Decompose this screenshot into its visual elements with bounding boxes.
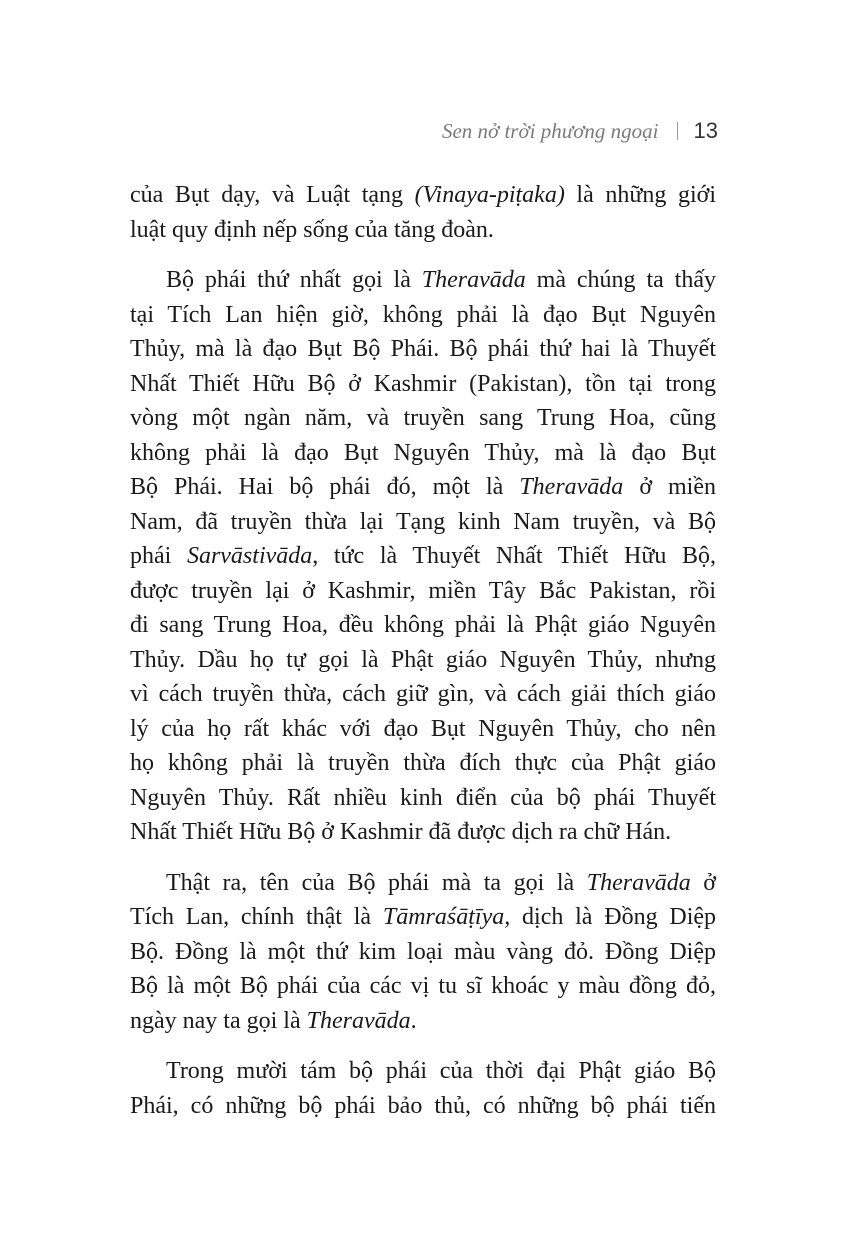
text-line (130, 178, 716, 213)
italic-term: Theravāda (306, 1007, 411, 1034)
text-run: Bộ. Đồng là một thứ kim loại màu vàng đỏ. Đồng Diệp (130, 938, 716, 965)
text-run: phái (130, 543, 187, 569)
text-run: Thủy, mà là đạo Bụt Bộ Phái. Bộ phái thứ hai là Thuyết (130, 336, 716, 362)
text-run: Bộ Phái. Hai bộ phái đó, một là (130, 474, 520, 500)
paragraph-gap (130, 247, 716, 263)
text-line (130, 1054, 716, 1089)
italic-term: (Vinaya-piṭaka) (414, 182, 565, 208)
text-run: ở (690, 869, 716, 896)
text-line (130, 677, 716, 712)
paragraph (130, 1054, 716, 1123)
text-line (130, 815, 716, 850)
text-line (130, 712, 716, 747)
text-line (130, 900, 716, 935)
page-number: 13 (693, 118, 718, 143)
text-run: , tức là Thuyết Nhất Thiết Hữu Bộ, (312, 543, 716, 569)
text-run: vì cách truyền thừa, cách giữ gìn, và cách giải thích giáo (130, 681, 716, 707)
text-run: Trong mười tám bộ phái của thời đại Phật giáo Bộ (166, 1058, 716, 1084)
text-run: Bộ phái thứ nhất gọi là (166, 267, 422, 293)
text-line (130, 866, 716, 901)
text-line (130, 574, 716, 609)
text-run: được truyền lại ở Kashmir, miền Tây Bắc Pakistan, rồi (130, 577, 716, 604)
running-title: Sen nở trời phương ngoại (441, 118, 659, 143)
text-run: dịch là Đồng Diệp (510, 904, 717, 930)
paragraph (130, 178, 716, 247)
running-header (442, 118, 718, 144)
text-run: tại Tích Lan hiện giờ, không phải là đạo Bụt Nguyên (130, 301, 716, 328)
text-line (130, 367, 716, 402)
text-run: Nam, đã truyền thừa lại Tạng kinh Nam truyền, và Bộ (130, 508, 716, 535)
text-run: Tích Lan, chính thật là (130, 904, 383, 930)
italic-term: Sarvāstivāda (186, 543, 313, 569)
text-run: lý của họ rất khác với đạo Bụt Nguyên Thủy, cho nên (130, 715, 716, 742)
text-line (130, 470, 716, 505)
text-run: họ không phải là truyền thừa đích thực của Phật giáo (130, 750, 716, 776)
text-run: Thật ra, tên của Bộ phái mà ta gọi là (166, 869, 587, 896)
text-line (130, 608, 716, 643)
text-run: Phái, có những bộ phái bảo thủ, có những bộ phái tiến (130, 1092, 716, 1119)
text-run: ở miền (623, 474, 716, 500)
text-run: Nhất Thiết Hữu Bộ ở Kashmir (Pakistan), tồn tại trong (130, 370, 716, 397)
italic-term: Theravāda (421, 267, 526, 293)
text-run: không phải là đạo Bụt Nguyên Thủy, mà là đạo Bụt (130, 439, 716, 466)
text-line (130, 263, 716, 298)
text-run: đi sang Trung Hoa, đều không phải là Phật giáo Nguyên (130, 612, 716, 638)
text-run: Nhất Thiết Hữu Bộ ở Kashmir đã được dịch ra chữ Hán. (130, 819, 672, 845)
text-line (130, 1004, 716, 1039)
italic-term: Theravāda (519, 474, 624, 500)
text-line (130, 436, 716, 471)
text-run: vòng một ngàn năm, và truyền sang Trung Hoa, cũng (130, 405, 716, 431)
paragraph-gap (130, 850, 716, 866)
paragraph (130, 866, 716, 1039)
text-run: của Bụt dạy, và Luật tạng (130, 182, 415, 208)
text-run: mà chúng ta thấy (525, 267, 716, 293)
text-run: là những giới (564, 182, 716, 208)
text-run: . (410, 1007, 417, 1034)
header-divider (677, 122, 678, 140)
paragraph-gap (130, 1038, 716, 1054)
text-run: Thủy. Dầu họ tự gọi là Phật giáo Nguyên Thủy, nhưng (130, 646, 716, 673)
text-line (130, 969, 716, 1004)
text-line (130, 505, 716, 540)
text-line (130, 746, 716, 781)
italic-term: Tāmraśāṭīya, (382, 904, 511, 930)
text-run: luật quy định nếp sống của tăng đoàn. (130, 216, 494, 243)
text-run: Bộ là một Bộ phái của các vị tu sĩ khoác y màu đồng đỏ, (130, 973, 716, 999)
text-line (130, 643, 716, 678)
body-text (130, 178, 716, 1123)
text-line (130, 1089, 716, 1124)
text-line (130, 935, 716, 970)
italic-term: Theravāda (586, 869, 691, 896)
text-line (130, 213, 716, 248)
paragraph (130, 263, 716, 850)
text-line (130, 332, 716, 367)
text-line (130, 781, 716, 816)
text-run: Nguyên Thủy. Rất nhiều kinh điển của bộ phái Thuyết (130, 784, 716, 811)
text-line (130, 298, 716, 333)
text-run: ngày nay ta gọi là (130, 1007, 307, 1034)
text-line (130, 539, 716, 574)
text-line (130, 401, 716, 436)
